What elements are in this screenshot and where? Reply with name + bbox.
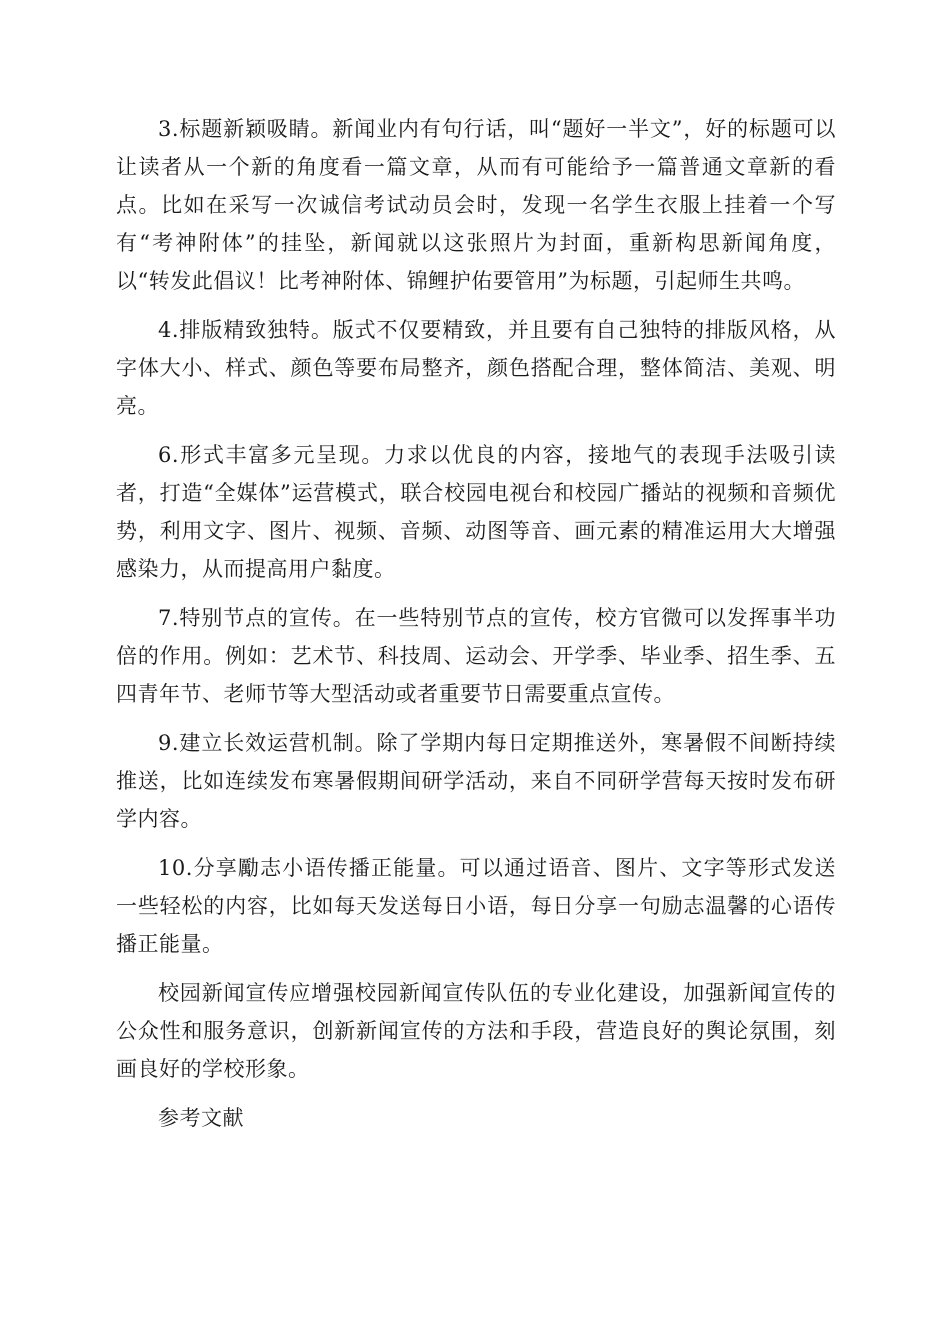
paragraph-layout-tips: 4.排版精致独特。版式不仅要精致，并且要有自己独特的排版风格，从字体大小、样式、颜色等要布局整齐，颜色搭配合理，整体简洁、美观、明亮。	[116, 318, 836, 418]
references-heading: 参考文献	[158, 1106, 244, 1130]
paragraph-headline-tips: 3.标题新颖吸睛。新闻业内有句行话，叫“题好一半文”，好的标题可以让读者从一个新的角度看一篇文章，从而有可能给予一篇普通文章新的看点。比如在采写一次诚信考试动员会时，发现一名学生衣服上挂着一个写有“考神附体”的挂坠，新闻就以这张照片为封面，重新构思新闻角度，以“转发此倡议！比考神附体、锦鲤护佑要管用”为标题，引起师生共鸣。	[116, 117, 836, 293]
paragraph-special-events: 7.特别节点的宣传。在一些特别节点的宣传，校方官微可以发挥事半功倍的作用。例如：艺术节、科技周、运动会、开学季、毕业季、招生季、五四青年节、老师节等大型活动或者重要节日需要重点宣传。	[116, 606, 836, 706]
paragraph-conclusion: 校园新闻宣传应增强校园新闻宣传队伍的专业化建设，加强新闻宣传的公众性和服务意识，创新新闻宣传的方法和手段，营造良好的舆论氛围，刻画良好的学校形象。	[116, 981, 836, 1081]
document-body	[116, 110, 836, 1148]
paragraph-operation-mechanism: 9.建立长效运营机制。除了学期内每日定期推送外，寒暑假不间断持续推送，比如连续发布寒暑假期间研学活动，来自不同研学营每天按时发布研学内容。	[116, 731, 836, 831]
paragraph-media-forms: 6.形式丰富多元呈现。力求以优良的内容，接地气的表现手法吸引读者，打造“全媒体”运营模式，联合校园电视台和校园广播站的视频和音频优势，利用文字、图片、视频、音频、动图等音、画元素的精准运用大大增强感染力，从而提高用户黏度。	[116, 443, 836, 581]
paragraph-positive-energy: 10.分享勵志小语传播正能量。可以通过语音、图片、文字等形式发送一些轻松的内容，比如每天发送每日小语，每日分享一句励志温馨的心语传播正能量。	[116, 856, 836, 956]
